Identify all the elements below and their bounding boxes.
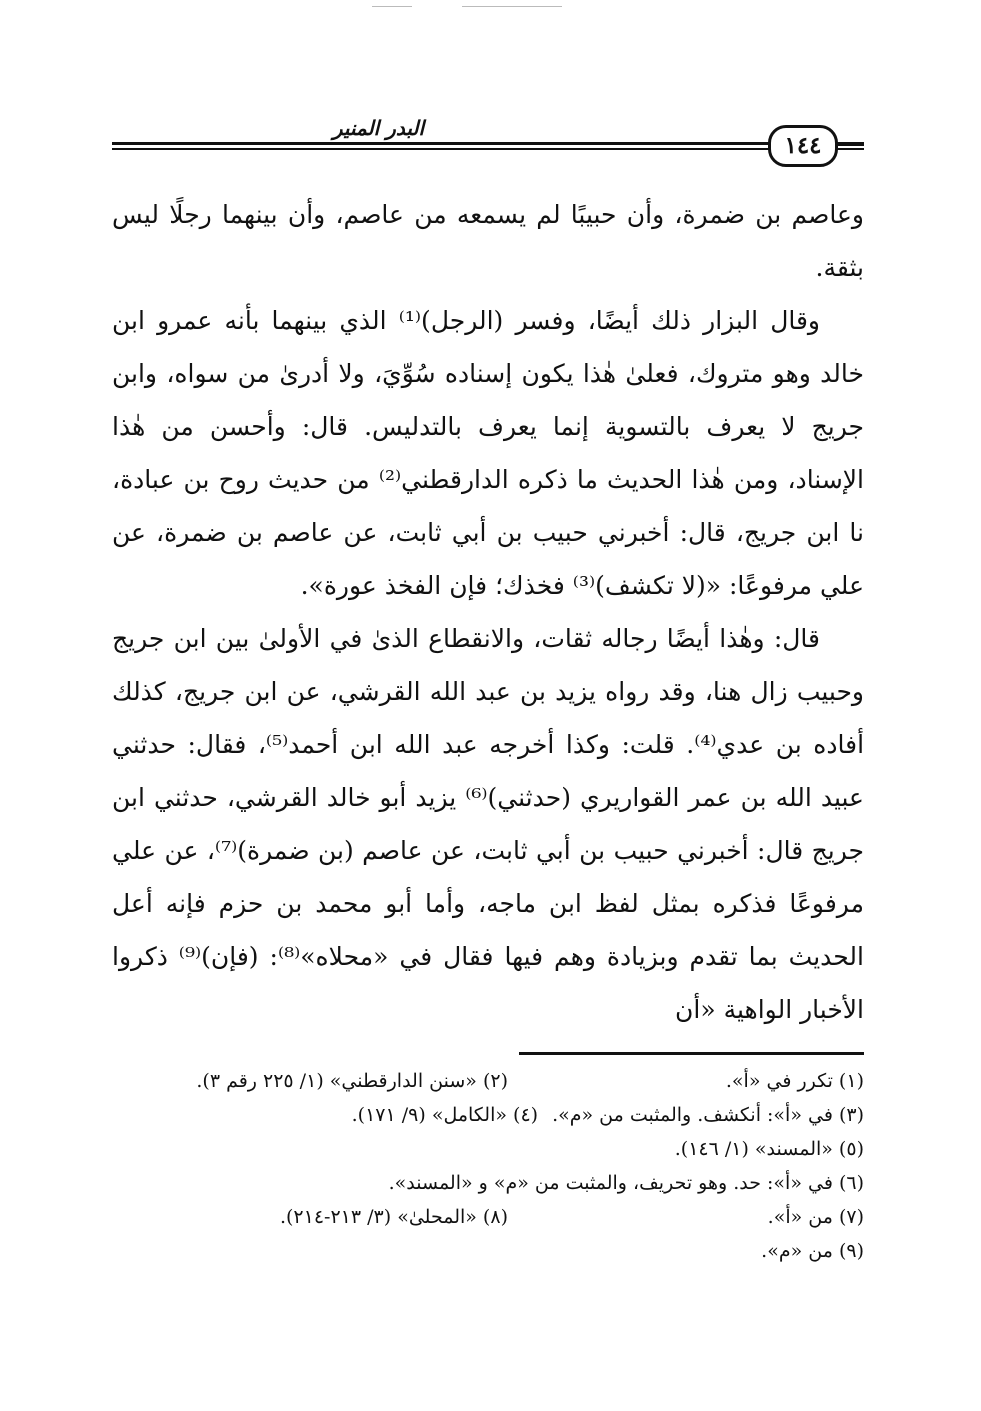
footnote-row xyxy=(112,1200,864,1234)
footnote-2: (٢) «سنن الدارقطني» (١/ ٢٢٥ رقم ٣). xyxy=(196,1070,508,1092)
footnote-1: (١) تكرر في «أ». xyxy=(725,1070,864,1092)
footnote-7: (٧) من «أ». xyxy=(767,1206,864,1228)
footnote-3: (٣) في «أ»: أنكشف. والمثبت من «م». xyxy=(552,1104,864,1126)
footnote-6: (٦) في «أ»: حد. وهو تحريف، والمثبت من «م» و «المسند». xyxy=(388,1172,864,1194)
footnote-5: (٥) «المسند» (١/ ١٤٦). xyxy=(674,1138,864,1160)
footnote-separator xyxy=(519,1052,864,1055)
footnotes xyxy=(112,1064,864,1268)
footnote-row xyxy=(112,1098,864,1132)
footnote-9: (٩) من «م». xyxy=(761,1240,864,1262)
page-number-ornament xyxy=(834,144,864,150)
footnote-row xyxy=(112,1064,864,1098)
main-text xyxy=(112,188,864,1038)
footnote-row xyxy=(112,1132,864,1166)
running-title: البدر المنير xyxy=(332,116,424,140)
paragraph-1: وعاصم بن ضمرة، وأن حبيبًا لم يسمعه من عاصم، وأن بينهما رجلًا ليس بثقة. xyxy=(112,200,864,282)
footnote-row xyxy=(112,1234,864,1268)
footnote-row xyxy=(112,1166,864,1200)
paragraph-3: قال: وهٰذا أيضًا رجاله ثقات، والانقطاع الذىٰ في الأولىٰ بين ابن جريج وحبيب زال هنا، وقد رواه يزيد بن عبد الله القرشي، عن ابن جريج، كذلك أفاده بن عدي⁽⁴⁾. قلت: وكذا أخرجه عبد الله ابن أحمد⁽⁵⁾، فقال: حدثني عبيد الله بن عمر القواريري (حدثني)⁽⁶⁾ يزيد أبو خالد القرشي، حدثني ابن جريج قال: أخبرني حبيب بن أبي ثابت، عن عاصم (بن ضمرة)⁽⁷⁾، عن علي مرفوعًا فذكره بمثل لفظ ابن ماجه، وأما أبو محمد بن حزم فإنه أعل الحديث بما تقدم وبزيادة وهم فيها فقال في «محلاه»⁽⁸⁾: (فإن)⁽⁹⁾ ذكروا الأخبار الواهية «أن xyxy=(112,624,865,1024)
top-scan-marks xyxy=(372,6,592,8)
page-header xyxy=(112,108,864,168)
paragraph-2: وقال البزار ذلك أيضًا، وفسر (الرجل)⁽¹⁾ الذي بينهما بأنه عمرو ابن خالد وهو متروك، فعلىٰ هٰذا يكون إسناده سُوِّيَ، ولا أدرىٰ من سواه، وابن جريج لا يعرف بالتسوية إنما يعرف بالتدليس. قال: وأحسن من هٰذا الإسناد، ومن هٰذا الحديث ما ذكره الدارقطني⁽²⁾ من حديث روح بن عبادة، نا ابن جريج، قال: أخبرني حبيب بن أبي ثابت، عن عاصم بن ضمرة، عن علي مرفوعًا: «(لا تكشف)⁽³⁾ فخذك؛ فإن الفخذ عورة». xyxy=(112,306,865,600)
page-number: ١٤٤ xyxy=(768,125,838,167)
footnote-4: (٤) «الكامل» (٩/ ١٧١). xyxy=(351,1104,539,1126)
footnote-8: (٨) «المحلىٰ» (٣/ ٢١٣-٢١٤). xyxy=(279,1206,508,1228)
